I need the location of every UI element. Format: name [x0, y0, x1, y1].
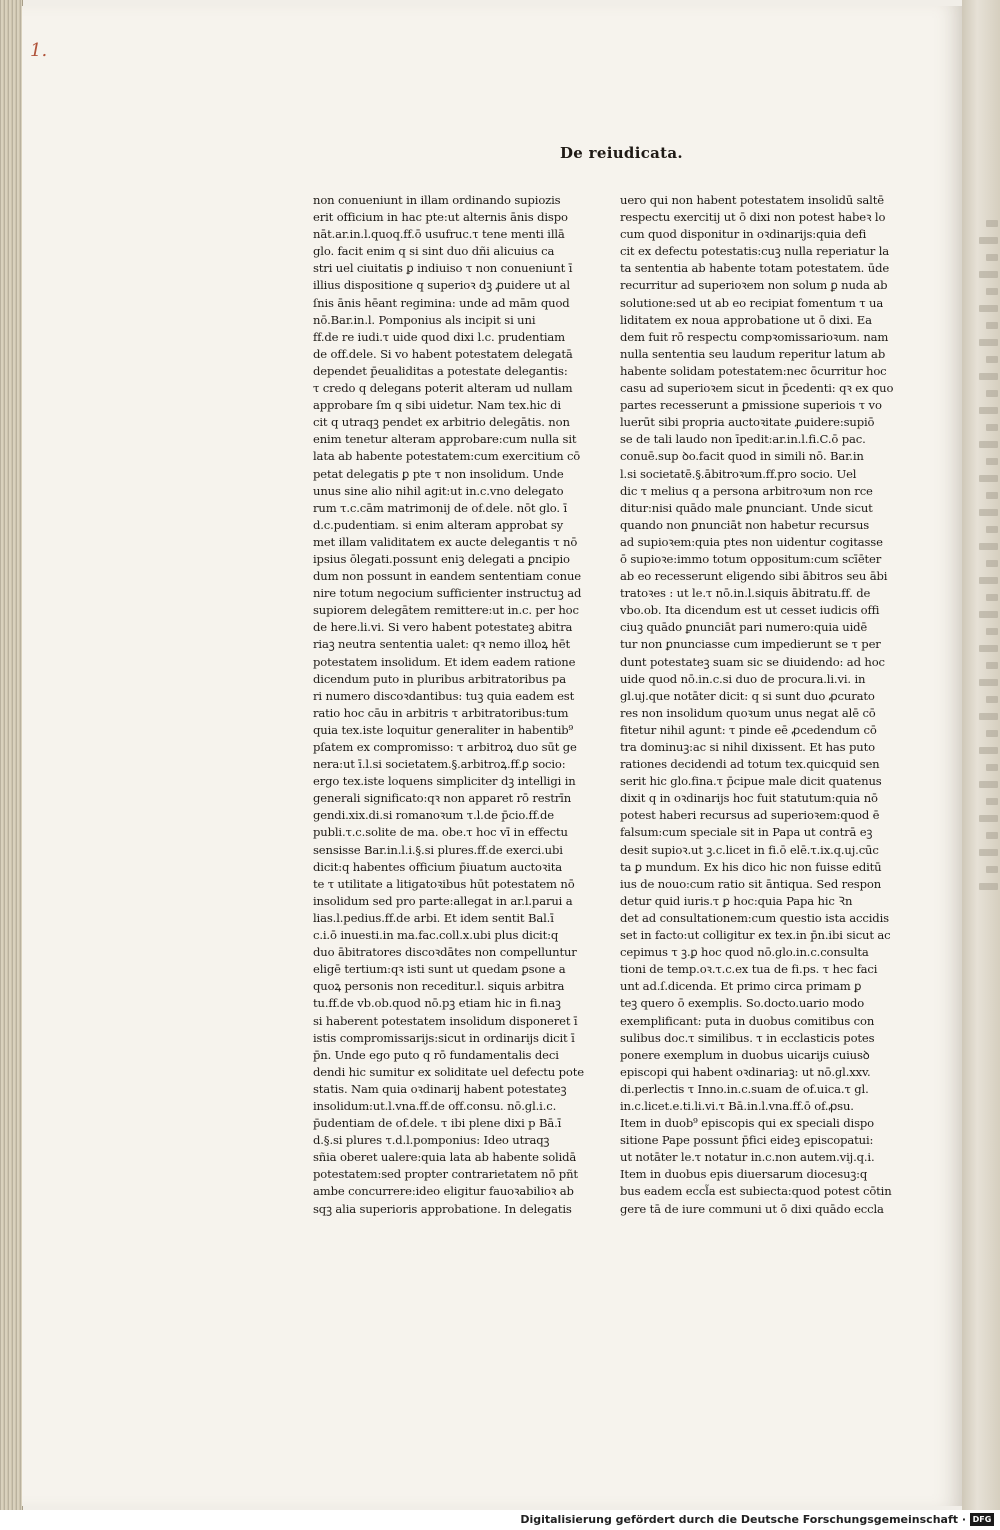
bleed-through-mark — [986, 322, 998, 329]
folio-mark: 1. — [30, 40, 48, 61]
bleed-through-mark — [986, 526, 998, 533]
text-line: p̄udentiam de of.dele. τ ibi plene dixi p Bā.ī — [313, 1116, 562, 1131]
text-line: ri numero discoꝛdantibus: tuꝫ quia eadem est — [313, 688, 575, 703]
text-line: sulibus doc.τ similibus. τ in ecclasticis potes — [620, 1030, 875, 1045]
text-line: unt ad.ſ.dicenda. Et primo circa primam ꝑ — [620, 979, 862, 994]
text-line: ambe concurrere:ideo eligitur fauoꝛabilioꝛ ab — [313, 1184, 574, 1199]
text-line: ta ꝑ mundum. Ex his dico hic non fuisse editū — [620, 859, 882, 874]
bleed-through-mark — [979, 339, 998, 346]
text-line: fitetur nihil agunt: τ pinde eē ꝓcedendum cō — [620, 722, 877, 737]
text-line: nō.Bar.in.l. Pomponius als incipit si uni — [313, 312, 536, 327]
text-line: uide quod nō.in.c.si duo de procura.li.vi. in — [620, 671, 866, 686]
text-line: partes recesserunt a ꝑmissione superiois τ vo — [620, 398, 882, 413]
book-edge-left — [0, 0, 23, 1510]
text-line: tra dominuꝫ:ac si nihil dixissent. Et has puto — [620, 740, 875, 754]
text-line: exemplificant: puta in duobus comitibus con — [620, 1013, 875, 1028]
dfg-logo: DFG — [970, 1513, 994, 1526]
bleed-through-mark — [979, 509, 998, 516]
text-line: cepimus τ ꝫ.ꝑ hoc quod nō.glo.in.c.consulta — [620, 945, 869, 960]
text-line: sqꝫ alia superioris approbatione. In delegatis — [313, 1201, 572, 1216]
text-line: dendi hic sumitur ex soliditate uel defectu pote — [313, 1064, 584, 1079]
text-line: di.perlectis τ Inno.in.c.suam de of.uica.τ gl. — [620, 1081, 869, 1096]
text-line: Item in duobus epis diuersarum diocesuꝫ:q — [620, 1167, 868, 1182]
text-line: res non insolidum quoꝛum unus negat alē cō — [620, 705, 876, 720]
text-line: vbo.ob. Ita dicendum est ut cesset iudicis offi — [620, 603, 880, 618]
text-line: dem fuit rō respectu compꝛomissarioꝛum. nam — [620, 329, 889, 344]
bleed-through-mark — [979, 543, 998, 550]
text-line: lias.l.pedius.ff.de arbi. Et idem sentit Bal.ī — [313, 910, 554, 925]
text-line: falsum:cum speciale sit in Papa ut contrā eꝫ — [620, 825, 873, 840]
bleed-through-mark — [986, 832, 998, 839]
text-line: p̄n. Unde ego puto q rō fundamentalis deci — [313, 1047, 559, 1062]
bleed-through-mark — [986, 288, 998, 295]
text-line: quoꝝ personis non receditur.l. siquis arbitra — [313, 979, 565, 994]
bleed-through-mark — [979, 611, 998, 618]
text-line: approbare ſm q sibi uidetur. Nam tex.hic di — [313, 398, 561, 413]
bleed-through-mark — [979, 373, 998, 380]
text-line: ratio hoc cāu in arbitris τ arbitratoribus:tum — [313, 705, 569, 720]
bleed-through-mark — [986, 424, 998, 431]
text-line: recurritur ad superioꝛem non solum ꝑ nuda ab — [620, 278, 888, 293]
text-line: gere tā de iure communi ut ō dixi quādo eccla — [620, 1201, 884, 1216]
bleed-through-mark — [986, 798, 998, 805]
text-line: l.si societatē.§.ābitroꝛum.ff.pro socio. Uel — [620, 466, 857, 481]
text-line: tioni de temp.oꝛ.τ.c.ex tua de fi.ps. τ hec faci — [620, 962, 878, 977]
text-line: dic τ melius q a persona arbitroꝛum non rce — [620, 483, 873, 498]
bleed-through-mark — [979, 679, 998, 686]
bleed-through-mark — [986, 696, 998, 703]
text-line: episcopi qui habent oꝛdinariaꝫ: ut nō.gl.xxv. — [620, 1064, 871, 1079]
text-line: potestatem:sed propter contrarietatem nō pñt — [313, 1167, 578, 1182]
text-line: statis. Nam quia oꝛdinarij habent potestateꝫ — [313, 1081, 567, 1096]
text-line: unus sine alio nihil agit:ut in.c.vno delegato — [313, 483, 564, 498]
text-line: istis compromissarijs:sicut in ordinarijs dicit ī — [313, 1030, 575, 1045]
text-line: supiorem delegātem remittere:ut in.c. per hoc — [313, 603, 579, 618]
bleed-through-mark — [986, 560, 998, 567]
text-line: tratoꝛes : ut le.τ nō.in.l.siquis ābitratu.ff. de — [620, 586, 871, 601]
bleed-through-mark — [986, 254, 998, 261]
bleed-through-mark — [979, 305, 998, 312]
bleed-through-mark — [979, 781, 998, 788]
text-line: ponere exemplum in duobus uicarijs cuiusꝺ — [620, 1047, 870, 1062]
bleed-through-mark — [986, 628, 998, 635]
text-line: si haberent potestatem insolidum disponeret ī — [313, 1013, 578, 1028]
text-line: liditatem ex noua approbatione ut ō dixi. Ea — [620, 312, 872, 327]
text-line: enim tenetur alteram approbare:cum nulla sit — [313, 432, 577, 447]
text-line: ta sententia ab habente totam potestatem. ūde — [620, 261, 890, 276]
text-line: petat delegatis ꝑ pte τ non insolidum. Unde — [313, 466, 564, 481]
text-line: met illam validitatem ex aucte delegantis τ nō — [313, 534, 578, 549]
text-line: de here.li.vi. Si vero habent potestateꝫ abitra — [313, 620, 573, 635]
text-line: sitione Pape possunt p̄fici eideꝫ episcopatui: — [620, 1133, 874, 1148]
text-line: ff.de re iudi.τ uide quod dixi l.c. prudentiam — [313, 329, 565, 344]
text-line: se de tali laudo non īpedit:ar.in.l.fi.C.ō pac. — [620, 432, 866, 447]
text-line: sensisse Bar.in.l.i.§.si plures.ff.de exerci.ubi — [313, 842, 563, 857]
text-line: bus eadem eccl̃a est subiecta:quod potest cōtin — [620, 1184, 892, 1199]
text-line: dicit:q habentes officium p̄iuatum auctoꝛita — [313, 859, 563, 874]
text-column-left — [313, 192, 613, 1218]
text-line: det ad consultationem:cum questio ista accidis — [620, 910, 889, 925]
text-line: ius de nouo:cum ratio sit āntiqua. Sed respon — [620, 876, 882, 891]
text-line: insolidum sed pro parte:allegat in ar.l.parui a — [313, 893, 573, 908]
bleed-through-mark — [979, 815, 998, 822]
bleed-through-mark — [986, 492, 998, 499]
bleed-through-mark — [986, 662, 998, 669]
text-line: solutione:sed ut ab eo recipiat fomentum τ ua — [620, 295, 884, 310]
text-line: nulla sententia seu laudum reperitur latum ab — [620, 346, 886, 361]
bleed-through-mark — [986, 764, 998, 771]
bleed-through-mark — [986, 730, 998, 737]
text-line: cit q utraqꝫ pendet ex arbitrio delegātis. non — [313, 415, 570, 430]
text-line: dicendum puto in pluribus arbitratoribus pa — [313, 671, 566, 686]
text-line: quando non ꝑnunciāt non habetur recursus — [620, 517, 870, 532]
text-line: non conueniunt in illam ordinando supiozis — [313, 193, 561, 207]
text-line: ditur:nisi quādo male ꝑnunciant. Unde sicut — [620, 500, 873, 515]
text-line: tur non ꝑnunciasse cum impedierunt se τ per — [620, 637, 881, 652]
text-line: insolidum:ut.l.vna.ff.de off.consu. nō.gl.i.c. — [313, 1098, 557, 1113]
bleed-through-mark — [979, 271, 998, 278]
running-head: De reiudicata. — [560, 144, 683, 162]
bleed-through-mark — [979, 441, 998, 448]
text-line: rum τ.c.cām matrimonij de of.dele. nōt glo. ī — [313, 500, 568, 515]
text-line: Item in duob⁹ episcopis qui ex speciali dispo — [620, 1116, 874, 1131]
text-line: dunt potestateꝫ suam sic se diuidendo: ad hoc — [620, 654, 885, 669]
text-line: ō supioꝛe:immo totum oppositum:cum scīēter — [620, 551, 882, 566]
text-line: d.c.pudentiam. si enim alteram approbat sy — [313, 517, 564, 532]
text-line: habente solidam potestatem:nec ōcurritur hoc — [620, 363, 887, 378]
text-line: potest haberi recursus ad superioꝛem:quod ē — [620, 808, 880, 823]
text-line: ergo tex.iste loquens simpliciter dꝫ intelligi in — [313, 774, 576, 789]
bleed-through-mark — [986, 458, 998, 465]
text-line: ſnis ānis hēant regimina: unde ad mām quod — [313, 295, 570, 310]
text-line: glo. facit enim q si sint duo dñi alicuius ca — [313, 244, 555, 259]
text-line: ciuꝫ quādo ꝑnunciāt pari numero:quia uidē — [620, 620, 868, 635]
text-line: serit hic glo.fina.τ p̄cipue male dicit quatenus — [620, 774, 882, 789]
book-gutter — [962, 0, 1000, 1510]
text-line: in.c.licet.e.ti.li.vi.τ Bā.in.l.vna.ff.ō of.ꝓsu. — [620, 1098, 854, 1113]
text-line: lata ab habente potestatem:cum exercitium cō — [313, 449, 581, 464]
text-line: illius dispositione q superioꝛ dꝫ ꝓuidere ut al — [313, 278, 570, 293]
text-line: uero qui non habent potestatem insolidū saltē — [620, 193, 884, 207]
bleed-through-mark — [986, 866, 998, 873]
text-line: riaꝫ neutra sententia ualet: qꝛ nemo illoꝝ hēt — [313, 637, 570, 652]
text-line: gl.uj.que notāter dicit: q si sunt duo ꝓcurato — [620, 688, 875, 703]
text-line: respectu exercitij ut ō dixi non potest habeꝛ lo — [620, 210, 886, 225]
text-line: eligē tertium:qꝛ isti sunt ut quedam ꝑsone a — [313, 962, 566, 977]
text-line: cit ex defectu potestatis:cuꝫ nulla reperiatur la — [620, 244, 890, 259]
text-column-right — [620, 192, 920, 1218]
text-line: conuē.sup ꝺo.facit quod in simili nō. Bar.in — [620, 449, 864, 464]
bleed-through-mark — [979, 883, 998, 890]
bleed-through-mark — [979, 645, 998, 652]
text-line: ad supioꝛem:quia ptes non uidentur cogitasse — [620, 534, 883, 549]
text-line: publi.τ.c.solite de ma. obe.τ hoc vī in effectu — [313, 825, 568, 840]
text-line: detur quid iuris.τ ꝑ hoc:quia Papa hic Ꝛn — [620, 893, 853, 908]
dfg-credit-text: Digitalisierung gefördert durch die Deutsche Forschungsgemeinschaft · — [520, 1513, 966, 1526]
bleed-through-mark — [986, 356, 998, 363]
bleed-through-mark — [979, 747, 998, 754]
text-line: dixit q in oꝛdinarijs hoc fuit statutum:quia nō — [620, 791, 878, 806]
bleed-through-mark — [986, 390, 998, 397]
text-line: ut notāter le.τ notatur in.c.non autem.vij.q.i. — [620, 1150, 875, 1165]
text-line: c.i.ō inuesti.in ma.fac.coll.x.ubi plus dicit:q — [313, 928, 559, 943]
bleed-through-mark — [986, 220, 998, 227]
text-line: set in facto:ut colligitur ex tex.in p̄n.ibi sicut ac — [620, 928, 891, 943]
text-line: erit officium in hac pte:ut alternis ānis dispo — [313, 210, 568, 225]
text-line: quia tex.iste loquitur generaliter in habentib⁹ — [313, 722, 574, 737]
text-line: casu ad superioꝛem sicut in p̄cedenti: qꝛ ex quo — [620, 381, 894, 396]
text-line: gendi.xix.di.si romanoꝛum τ.l.de p̄cio.ff.de — [313, 808, 554, 823]
text-line: pſatem ex compromisso: τ arbitroꝝ duo sūt ge — [313, 740, 577, 754]
bleed-through-mark — [979, 713, 998, 720]
text-line: ipsius ōlegati.possunt eniꝫ delegati a ꝑncipio — [313, 551, 570, 566]
text-line: dependet p̄eualiditas a potestate delegantis: — [313, 363, 568, 378]
text-line: d.§.si plures τ.d.l.pomponius: Ideo utraqꝫ — [313, 1133, 550, 1148]
text-line: nāt.ar.in.l.quoq.ff.ō usufruc.τ tene menti illā — [313, 227, 565, 242]
text-line: stri uel ciuitatis ꝑ indiuiso τ non conueniunt ī — [313, 261, 573, 276]
text-line: nera:ut ī.l.si societatem.§.arbitroꝝ.ff.ꝑ socio: — [313, 757, 566, 772]
text-line: de off.dele. Si vo habent potestatem delegatā — [313, 346, 573, 361]
bleed-through-mark — [979, 475, 998, 482]
bleed-through-mark — [979, 577, 998, 584]
text-line: luerūt sibi propria auctoꝛitate ꝓuidere:supiō — [620, 415, 875, 430]
bleed-through-mark — [986, 594, 998, 601]
text-line: τ credo q delegans poterit alteram ud nullam — [313, 381, 573, 396]
bleed-through-mark — [979, 849, 998, 856]
text-line: te τ utilitate a litigatoꝛibus hūt potestatem nō — [313, 876, 575, 891]
text-line: nire totum negocium sufficienter instructuꝫ ad — [313, 586, 582, 601]
text-line: potestatem insolidum. Et idem eadem ratione — [313, 654, 576, 669]
text-line: rationes decidendi ad totum tex.quicquid sen — [620, 757, 880, 772]
text-line: sñia oberet ualere:quia lata ab habente solidā — [313, 1150, 577, 1165]
text-line: cum quod disponitur in oꝛdinarijs:quia defi — [620, 227, 867, 242]
text-line: dum non possunt in eandem sententiam conue — [313, 569, 581, 584]
text-line: teꝫ quero ō exemplis. So.docto.uario modo — [620, 996, 865, 1011]
text-line: tu.ff.de vb.ob.quod nō.pꝫ etiam hic in fi.naꝫ — [313, 996, 561, 1011]
bleed-through-mark — [979, 237, 998, 244]
text-line: duo ābitratores discoꝛdātes non compelluntur — [313, 945, 577, 960]
text-line: ab eo recesserunt eligendo sibi ābitros seu ābi — [620, 569, 888, 584]
text-line: desit supioꝛ.ut ꝫ.c.licet in fi.ō elē.τ.ix.q.uj.cūc — [620, 842, 879, 857]
text-line: generali significato:qꝛ non apparet rō restrīn — [313, 791, 572, 806]
bleed-through-mark — [979, 407, 998, 414]
